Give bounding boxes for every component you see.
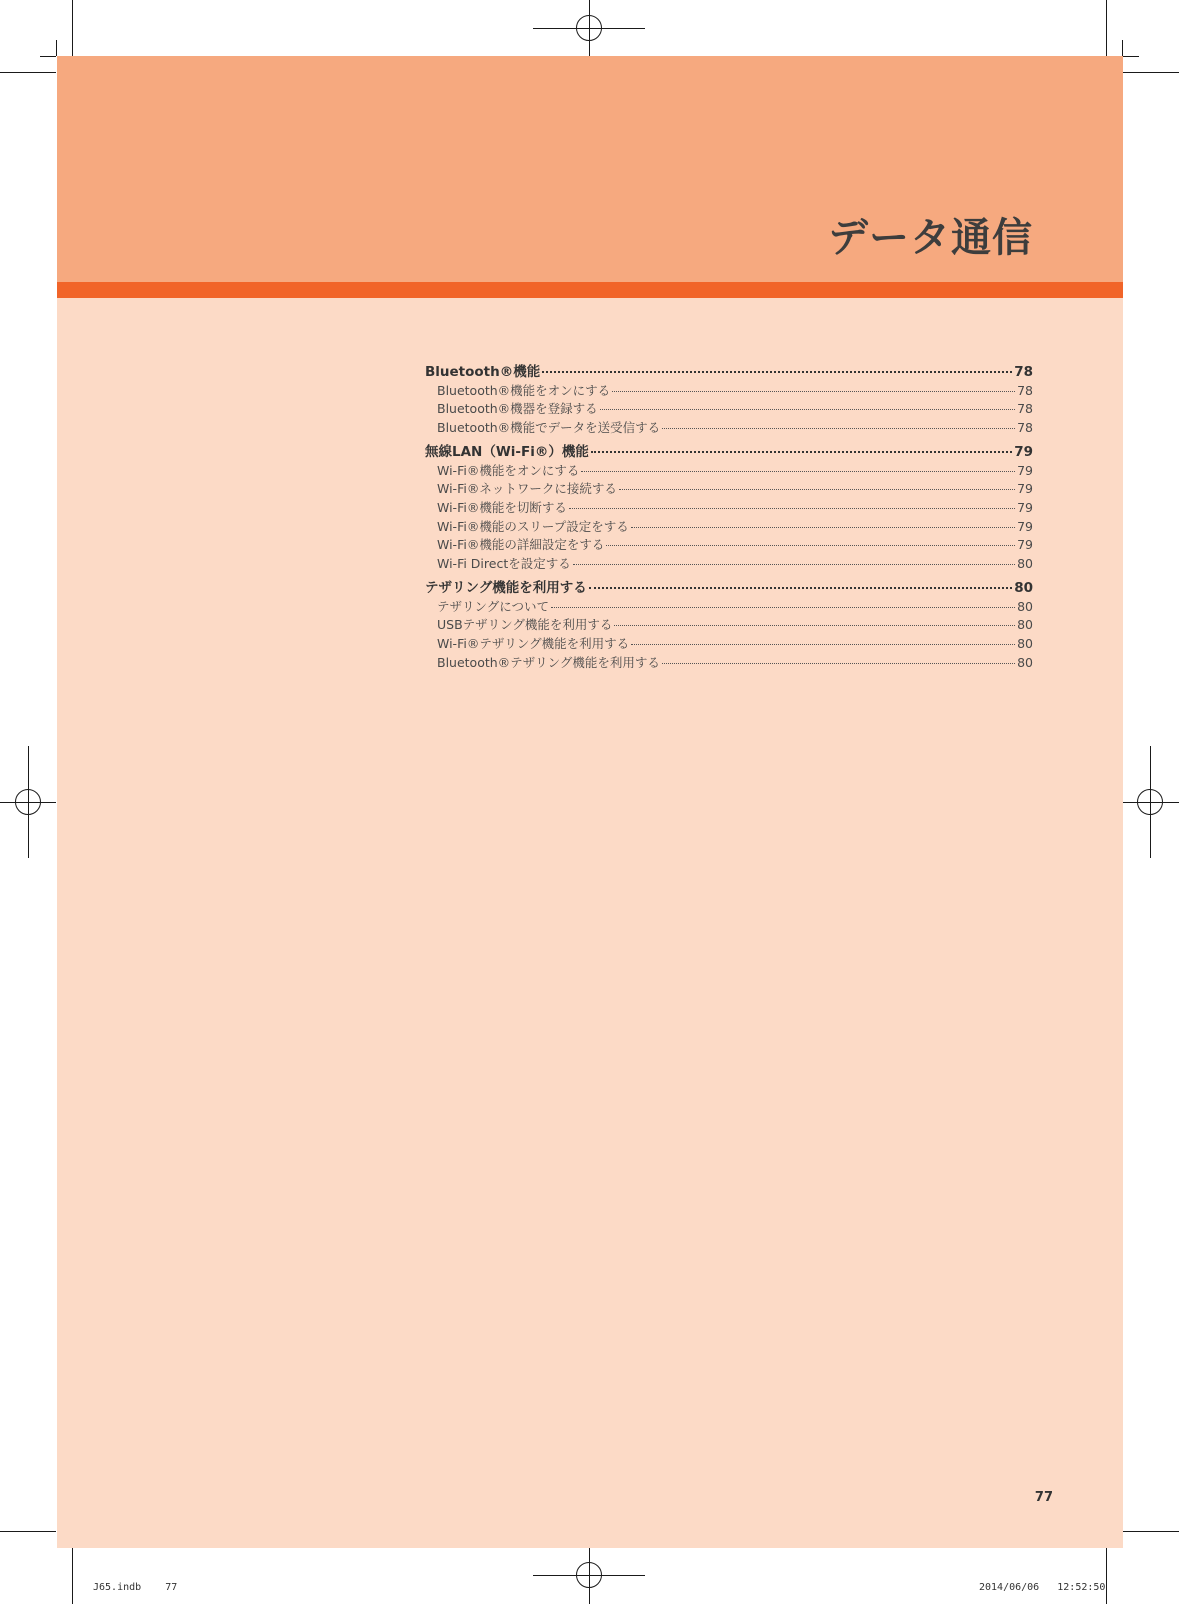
toc-item-entry[interactable]: [425, 535, 1033, 554]
dot-leader: [612, 391, 1015, 392]
slug-filename: J65.indb 77: [93, 1582, 178, 1593]
dot-leader: [631, 527, 1015, 528]
toc-entry-label: Wi-Fi Directを設定する: [437, 555, 571, 571]
crop-mark: [1106, 1548, 1107, 1604]
toc-item-entry[interactable]: [425, 517, 1033, 536]
dot-leader: [573, 564, 1015, 565]
toc-item-entry[interactable]: [425, 479, 1033, 498]
page-number: 77: [1034, 1490, 1053, 1505]
dot-leader: [591, 451, 1012, 453]
toc-entry-page: 79: [1017, 518, 1033, 534]
toc-entry-label: Wi-Fi®機能の詳細設定をする: [437, 537, 605, 553]
toc-entry-page: 80: [1014, 580, 1033, 597]
toc-entry-page: 78: [1017, 401, 1033, 417]
registration-circle: [1137, 789, 1163, 815]
toc-entry-page: 79: [1017, 499, 1033, 515]
crop-mark: [0, 1531, 56, 1532]
toc-entry-label: テザリング機能を利用する: [425, 580, 587, 597]
toc-item-entry[interactable]: [425, 461, 1033, 480]
toc-section-entry[interactable]: [425, 436, 1033, 461]
toc-entry-label: Wi-Fi®機能のスリープ設定をする: [437, 518, 629, 534]
toc-item-entry[interactable]: [425, 554, 1033, 573]
dot-leader: [631, 644, 1015, 645]
toc-item-entry[interactable]: [425, 381, 1033, 400]
toc-entry-label: Wi-Fi®テザリング機能を利用する: [437, 636, 630, 652]
toc-entry-label: Bluetooth®機能: [425, 364, 541, 380]
dot-leader: [606, 545, 1015, 546]
toc-entry-page: 79: [1014, 444, 1033, 461]
toc-entry-page: 78: [1014, 364, 1033, 380]
dot-leader: [662, 428, 1015, 429]
toc-entry-page: 80: [1017, 636, 1033, 652]
crop-mark: [72, 0, 73, 56]
slug-timestamp: 2014/06/06 12:52:50: [979, 1582, 1106, 1593]
registration-circle: [15, 789, 41, 815]
dot-leader: [662, 663, 1015, 664]
toc-entry-label: Bluetooth®機能をオンにする: [437, 382, 611, 398]
dot-leader: [581, 471, 1015, 472]
dot-leader: [614, 625, 1015, 626]
toc-entry-page: 79: [1017, 462, 1033, 478]
chapter-title: データ通信: [828, 215, 1033, 261]
toc-entry-label: Wi-Fi®ネットワークに接続する: [437, 481, 617, 497]
toc-entry-page: 79: [1017, 481, 1033, 497]
crop-mark: [40, 56, 56, 57]
registration-circle: [576, 15, 602, 41]
page: [57, 56, 1123, 1548]
dot-leader: [569, 508, 1015, 509]
toc-entry-label: Wi-Fi®機能をオンにする: [437, 462, 580, 478]
crop-mark: [1123, 56, 1139, 57]
toc-entry-page: 78: [1017, 419, 1033, 435]
chapter-banner: [57, 56, 1123, 282]
toc-item-entry[interactable]: [425, 597, 1033, 616]
dot-leader: [542, 371, 1012, 373]
dot-leader: [551, 607, 1015, 608]
toc-entry-label: Wi-Fi®機能を切断する: [437, 499, 567, 515]
toc-entry-label: テザリングについて: [437, 598, 550, 614]
toc-item-entry[interactable]: [425, 653, 1033, 672]
toc-entry-label: USBテザリング機能を利用する: [437, 617, 613, 633]
toc-section-entry[interactable]: [425, 360, 1033, 381]
crop-mark: [1106, 0, 1107, 56]
dot-leader: [619, 489, 1015, 490]
toc-item-entry[interactable]: [425, 498, 1033, 517]
toc-entry-page: 80: [1017, 598, 1033, 614]
toc-entry-label: Bluetooth®機能でデータを送受信する: [437, 419, 661, 435]
crop-mark: [0, 72, 56, 73]
dot-leader: [589, 587, 1012, 589]
banner-stripe: [57, 282, 1123, 298]
toc-section-entry[interactable]: [425, 572, 1033, 597]
crop-mark: [1123, 1531, 1179, 1532]
toc-entry-label: 無線LAN（Wi-Fi®）機能: [425, 444, 589, 461]
toc-entry-page: 79: [1017, 537, 1033, 553]
dot-leader: [600, 409, 1015, 410]
registration-circle: [576, 1562, 602, 1588]
toc-entry-page: 78: [1017, 382, 1033, 398]
crop-mark: [56, 40, 57, 56]
crop-mark: [72, 1548, 73, 1604]
crop-mark: [1122, 40, 1123, 56]
toc-item-entry[interactable]: [425, 634, 1033, 653]
toc-entry-label: Bluetooth®機器を登録する: [437, 401, 598, 417]
toc-item-entry[interactable]: [425, 615, 1033, 634]
toc-entry-page: 80: [1017, 555, 1033, 571]
table-of-contents: [425, 360, 1033, 671]
toc-item-entry[interactable]: [425, 399, 1033, 418]
toc-entry-page: 80: [1017, 617, 1033, 633]
toc-item-entry[interactable]: [425, 418, 1033, 437]
toc-entry-label: Bluetooth®テザリング機能を利用する: [437, 654, 660, 670]
toc-entry-page: 80: [1017, 654, 1033, 670]
crop-mark: [1123, 72, 1179, 73]
